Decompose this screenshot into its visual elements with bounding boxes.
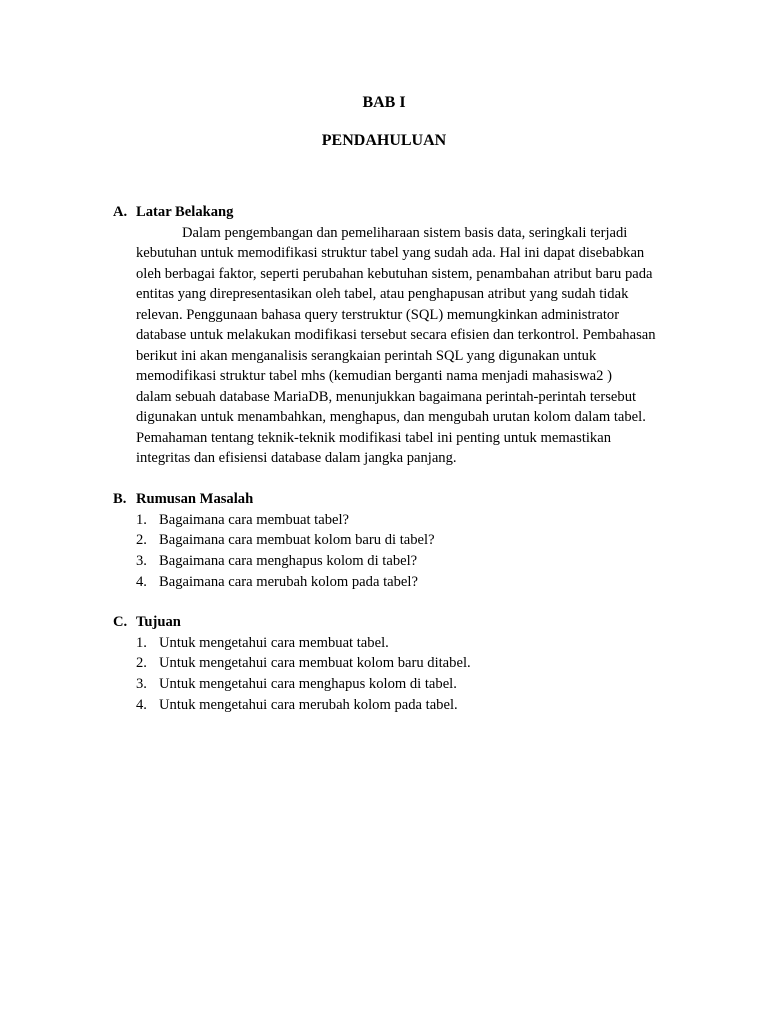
list-item: [136, 510, 693, 531]
list-number: 4.: [136, 696, 147, 713]
section-letter: C.: [113, 614, 128, 630]
list-item: [136, 551, 693, 572]
section-tujuan: [113, 612, 693, 715]
section-body: [136, 223, 681, 469]
section-title: Tujuan: [136, 614, 181, 630]
list-number: 3.: [136, 552, 147, 569]
list-text: Bagaimana cara membuat tabel?: [159, 511, 350, 528]
list-text: Bagaimana cara menghapus kolom di tabel?: [159, 552, 418, 569]
section-heading: [113, 489, 693, 510]
list-text: Untuk mengetahui cara menghapus kolom di tabel.: [159, 675, 457, 692]
section-title: Latar Belakang: [136, 204, 234, 220]
list-item: [136, 633, 693, 654]
list-number: 4.: [136, 573, 147, 590]
section-heading: [113, 202, 693, 223]
list-item: [136, 674, 693, 695]
list-item: [136, 695, 693, 716]
list-text: Untuk mengetahui cara merubah kolom pada tabel.: [159, 696, 458, 713]
list-number: 3.: [136, 675, 147, 692]
list-number: 1.: [136, 511, 147, 528]
section-title: Rumusan Masalah: [136, 491, 254, 507]
list-item: [136, 572, 693, 593]
list-text: Untuk mengetahui cara membuat kolom baru ditabel.: [159, 655, 471, 672]
chapter-title: PENDAHULUAN: [321, 132, 447, 149]
chapter-number: BAB I: [362, 94, 406, 111]
section-latar-belakang: [113, 202, 693, 469]
list-text: Untuk mengetahui cara membuat tabel.: [159, 634, 389, 651]
list-number: 2.: [136, 532, 147, 549]
section-letter: A.: [113, 204, 128, 220]
section-heading: [113, 612, 693, 633]
list-text: Bagaimana cara membuat kolom baru di tabel?: [159, 532, 435, 549]
list-number: 1.: [136, 634, 147, 651]
list-text: Bagaimana cara merubah kolom pada tabel?: [159, 573, 418, 590]
list-number: 2.: [136, 655, 147, 672]
section-rumusan-masalah: [113, 489, 693, 592]
list-item: [136, 653, 693, 674]
list-item: [136, 530, 693, 551]
section-letter: B.: [113, 491, 127, 507]
background-paragraph: Dalam pengembangan dan pemeliharaan sistem basis data, seringkali terjadi kebutuhan untuk memodifikasi struktur tabel yang sudah ada. Hal ini dapat disebabkan oleh berbagai faktor, seperti perubahan kebutuhan sistem, penambahan atribut baru pada entitas yang direpresentasikan oleh tabel, atau penghapusan atribut yang sudah tidak relevan. Penggunaan bahasa query terstruktur (SQL) memungkinkan administrator database untuk melakukan modifikasi tersebut secara efisien dan terkontrol. Pembahasan berikut ini akan menganalisis serangkaian perintah SQL yang digunakan untuk memodifikasi struktur tabel mhs (kemudian berganti nama menjadi mahasiswa2 ) dalam sebuah database MariaDB, menunjukkan bagaimana perintah-perintah tersebut digunakan untuk menambahkan, menghapus, dan mengubah urutan kolom dalam tabel. Pemahaman tentang teknik-teknik modifikasi tabel ini penting untuk memastikan integritas dan efisiensi database dalam jangka panjang.: [136, 224, 656, 466]
